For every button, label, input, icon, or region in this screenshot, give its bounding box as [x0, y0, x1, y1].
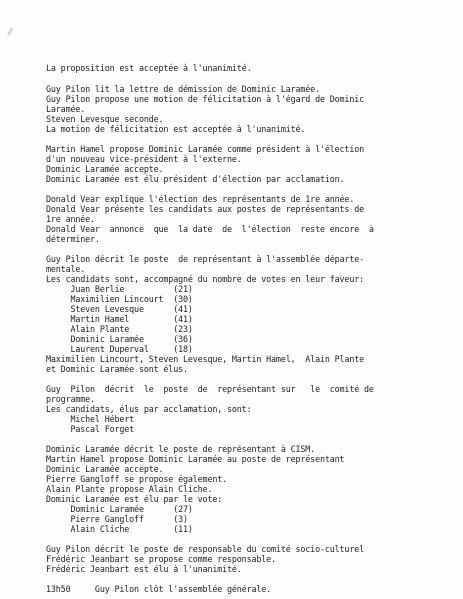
text-line: mentale.: [46, 264, 86, 274]
text-line: Frédéric Jeanbart est élu à l'unanimité.: [46, 564, 242, 574]
text-line: Martin Hamel propose Dominic Laramée au poste de représentant: [46, 454, 345, 464]
text-line: Donald Vear annonce que la date de l'élection reste encore à: [46, 224, 374, 234]
text-line: Pierre Gangloff (3): [46, 514, 188, 524]
text-line: Pascal Forget: [46, 424, 135, 434]
text-line: Guy Pilon propose une motion de félicitation à l'égard de Dominic: [46, 94, 364, 104]
text-line: programme.: [46, 394, 95, 404]
text-line: Dominic Laramée (27): [46, 504, 193, 514]
text-line: 1re année.: [46, 214, 95, 224]
text-line: Dominic Laramée (36): [46, 334, 193, 344]
text-line: Les candidats sont, accompagné du nombre de votes en leur faveur:: [46, 274, 364, 284]
text-line: Guy Pilon décrit le poste de représentant sur le comité de: [46, 384, 374, 394]
text-line: Laramée.: [46, 104, 86, 114]
text-line: Alain Plante (23): [46, 324, 193, 334]
text-line: Juan Berlie (21): [46, 284, 193, 294]
text-line: Donald Vear explique l'élection des représentants de 1re année.: [46, 194, 355, 204]
text-line: Steven Levesque (41): [46, 304, 193, 314]
text-line: Alain Cliche (11): [46, 524, 193, 534]
text-line: Laurent Duperval (18): [46, 344, 193, 354]
text-line: Guy Pilon décrit le poste de responsable du comité socio-culturel: [46, 544, 364, 554]
text-line: Pierre Gangloff se propose également.: [46, 474, 228, 484]
text-line: Frédéric Jeanbart se propose comme responsable.: [46, 554, 276, 564]
text-line: Dominic Laramée est élu président d'élection par acclamation.: [46, 174, 345, 184]
corner-scribble-icon: ⸙: [5, 24, 16, 40]
text-line: La motion de félicitation est acceptée à l'unanimité.: [46, 124, 306, 134]
text-line: d'un nouveau vice-président à l'externe.: [46, 154, 242, 164]
text-line: Dominic Laramée accepte.: [46, 164, 164, 174]
text-line: Martin Hamel (41): [46, 314, 193, 324]
text-line: Les candidats, élus par acclamation, sont:: [46, 404, 252, 414]
text-line: Maximilien Lincourt, Steven Levesque, Martin Hamel, Alain Plante: [46, 354, 364, 364]
text-line: Michel Hébert: [46, 414, 135, 424]
text-line: Alain Plante propose Alain Cliche.: [46, 484, 213, 494]
text-line: La proposition est acceptée à l'unanimité.: [46, 63, 252, 73]
text-line: Dominic Laramée accepte.: [46, 464, 164, 474]
text-line: Steven Levesque seconde.: [46, 114, 164, 124]
text-line: 13h50 Guy Pilon clôt l'assemblée générale.: [46, 584, 272, 594]
text-line: Donald Vear présente les candidats aux postes de représentants de: [46, 204, 364, 214]
text-line: Dominic Laramée décrit le poste de représentant à CISM.: [46, 444, 316, 454]
text-line: Guy Pilon lit la lettre de démission de Dominic Laramée.: [46, 84, 320, 94]
text-line: Dominic Laramée est élu par le vote:: [46, 494, 223, 504]
text-line: Guy Pilon décrit le poste de représentant à l'assemblée départe-: [46, 254, 364, 264]
text-line: Maximilien Lincourt (30): [46, 294, 193, 304]
text-line: Martin Hamel propose Dominic Laramée comme président à l'élection: [46, 144, 364, 154]
text-line: déterminer.: [46, 234, 100, 244]
text-line: et Dominic Laramée sont élus.: [46, 364, 188, 374]
